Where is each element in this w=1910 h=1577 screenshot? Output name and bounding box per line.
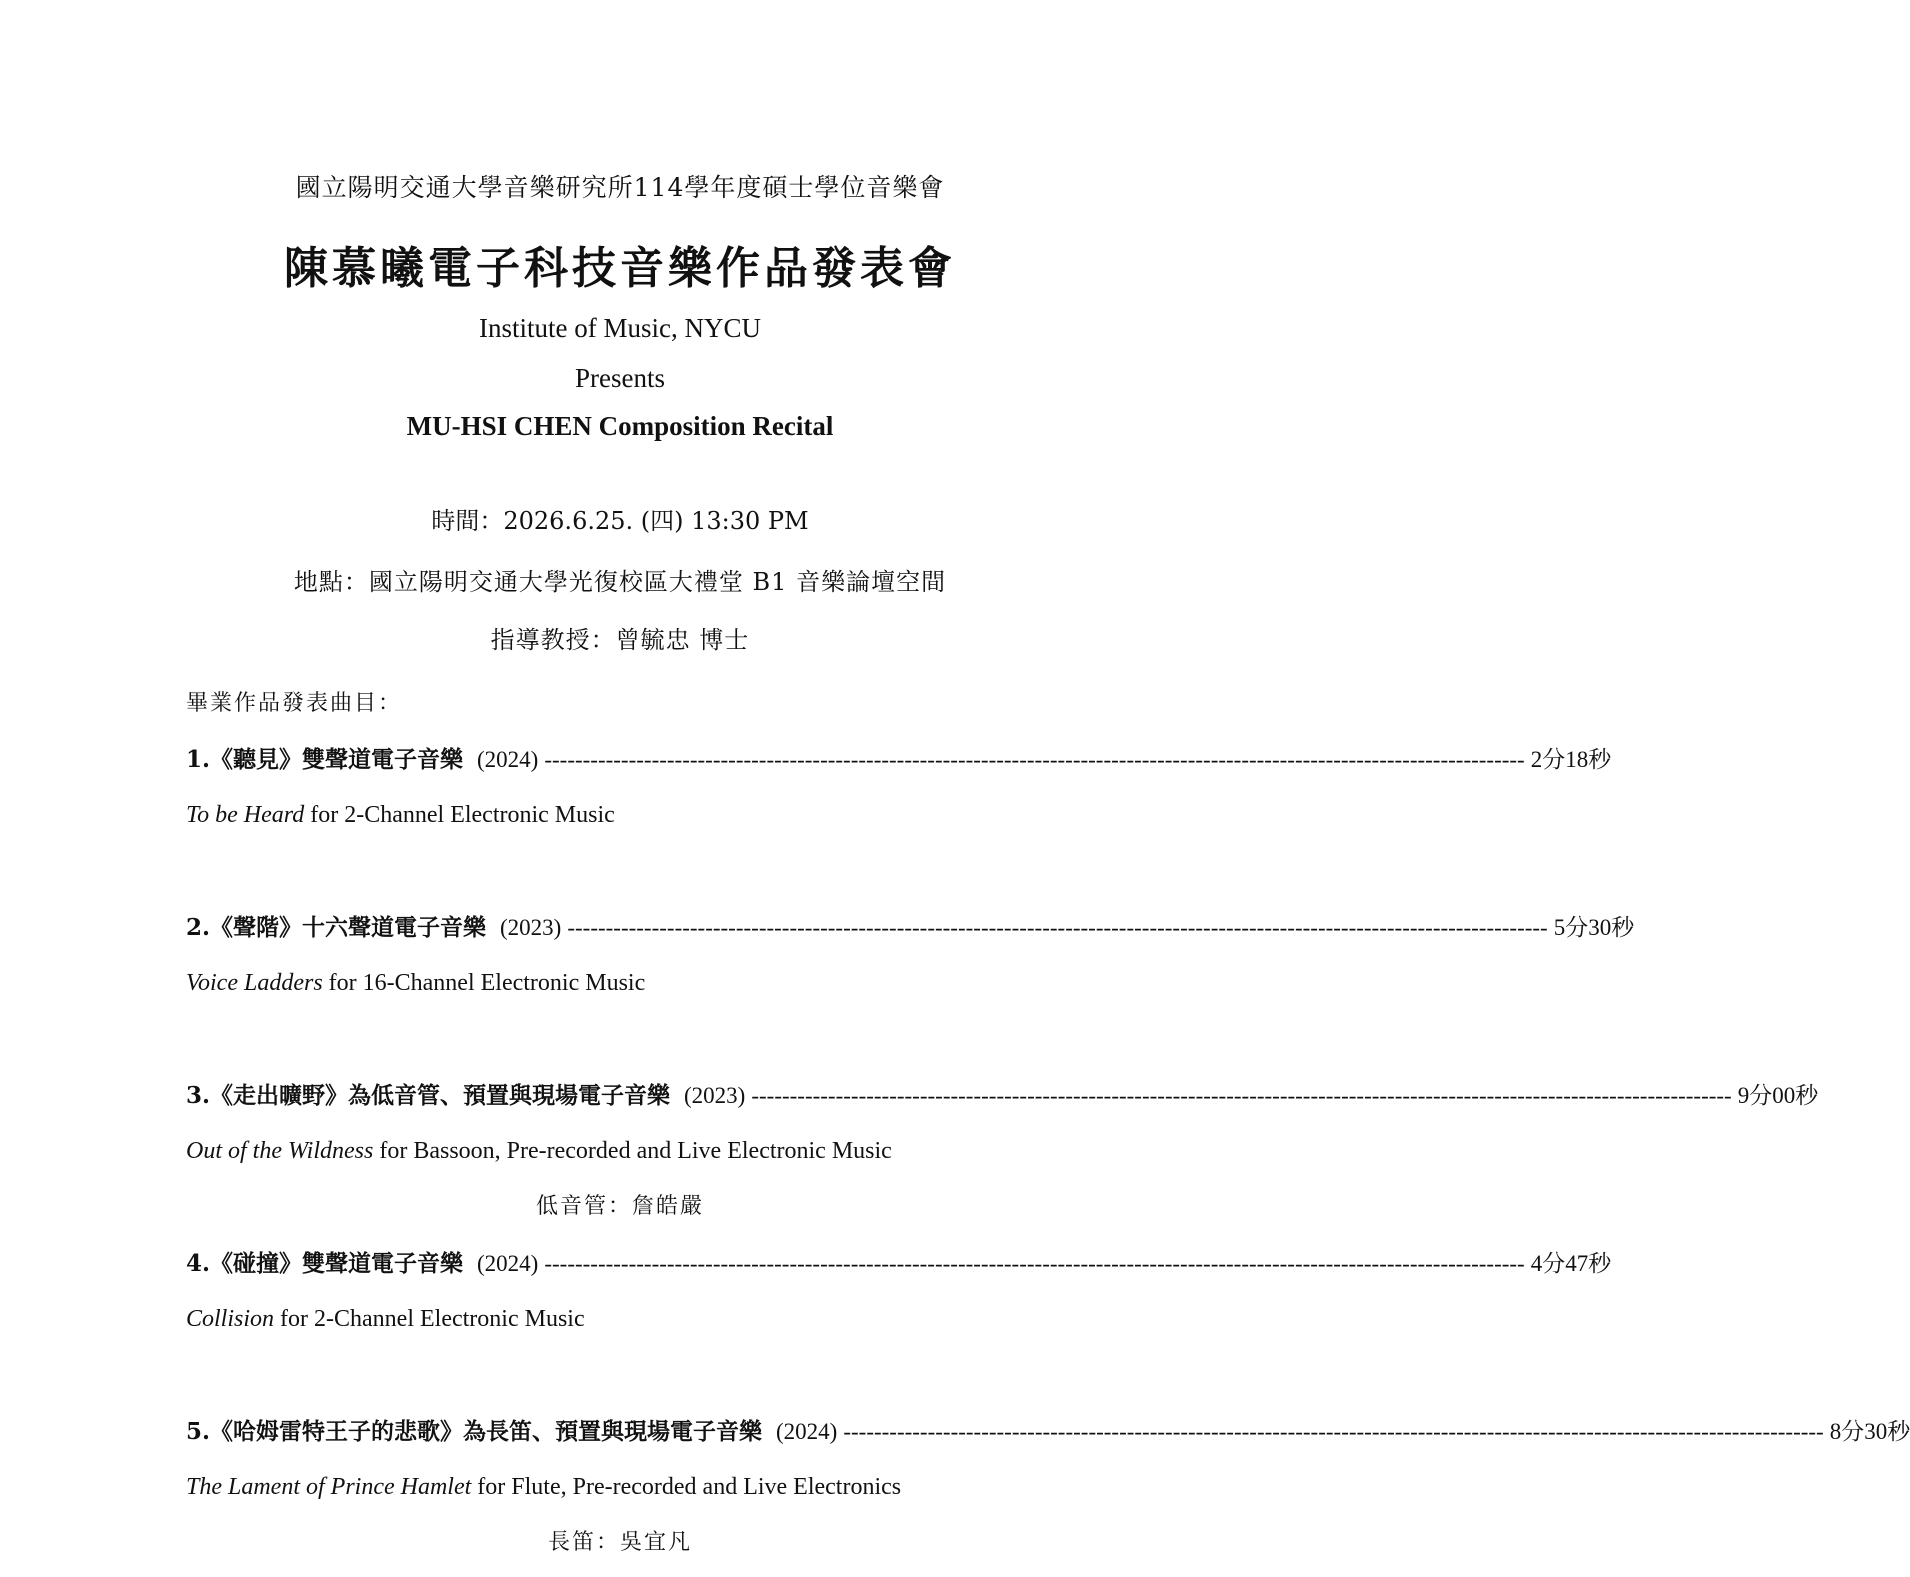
dotted-leader: -------------------------------------------------------------------------------------------------------------------------------- bbox=[751, 1083, 1732, 1108]
program-item bbox=[186, 909, 1635, 997]
work-title: 1.《聽見》雙聲道電子音樂 bbox=[186, 746, 464, 773]
program-heading: 畢業作品發表曲目： bbox=[186, 691, 403, 716]
work-english-title: To be Heard bbox=[186, 802, 305, 828]
work-english-line bbox=[186, 802, 1042, 829]
work-year: (2024) bbox=[776, 1419, 838, 1444]
program-item-line bbox=[186, 1413, 1910, 1446]
work-duration: 4分47秒 bbox=[1530, 1251, 1612, 1276]
program-item-line bbox=[186, 741, 1612, 774]
work-title: 2.《聲階》十六聲道電子音樂 bbox=[186, 914, 487, 941]
program-item-line bbox=[186, 1245, 1612, 1278]
work-english-description: for 2-Channel Electronic Music bbox=[304, 802, 615, 828]
work-english-description: for Flute, Pre-recorded and Live Electronics bbox=[471, 1474, 902, 1500]
performer-flute: 長笛：吳宜凡 bbox=[547, 1530, 692, 1555]
program-item-line bbox=[186, 909, 1635, 942]
presents-line: Presents bbox=[575, 363, 665, 393]
dotted-leader: -------------------------------------------------------------------------------------------------------------------------------- bbox=[544, 1251, 1525, 1276]
work-english-description: for 2-Channel Electronic Music bbox=[274, 1306, 585, 1332]
work-english-line bbox=[186, 970, 1042, 997]
concert-subtitle: 國立陽明交通大學音樂研究所114學年度碩士學位音樂會 bbox=[295, 173, 945, 202]
work-english-line bbox=[186, 1306, 1042, 1333]
work-year: (2023) bbox=[684, 1083, 746, 1108]
program-item bbox=[186, 1077, 1819, 1165]
concert-venue: 地點：國立陽明交通大學光復校區大禮堂 B1 音樂論壇空間 bbox=[293, 568, 947, 596]
dotted-leader: -------------------------------------------------------------------------------------------------------------------------------- bbox=[843, 1419, 1824, 1444]
work-title: 4.《碰撞》雙聲道電子音樂 bbox=[186, 1250, 464, 1277]
work-english-title: Out of the Wildness bbox=[186, 1138, 374, 1164]
work-english-line bbox=[186, 1138, 1042, 1165]
work-duration: 8分30秒 bbox=[1829, 1419, 1910, 1444]
program-item bbox=[186, 1245, 1612, 1333]
concert-time: 時間：2026.6.25. (四) 13:30 PM bbox=[431, 507, 809, 535]
work-year: (2024) bbox=[477, 747, 539, 772]
program-item bbox=[186, 1413, 1910, 1501]
work-english-description: for Bassoon, Pre-recorded and Live Electronic Music bbox=[373, 1138, 892, 1164]
dotted-leader: -------------------------------------------------------------------------------------------------------------------------------- bbox=[567, 915, 1548, 940]
work-title: 3.《走出曠野》為低音管、預置與現場電子音樂 bbox=[186, 1082, 671, 1109]
work-title: 5.《哈姆雷特王子的悲歌》為長笛、預置與現場電子音樂 bbox=[186, 1418, 763, 1445]
program-item-line bbox=[186, 1077, 1819, 1110]
work-year: (2023) bbox=[500, 915, 562, 940]
work-year: (2024) bbox=[477, 1251, 539, 1276]
work-duration: 5分30秒 bbox=[1553, 915, 1635, 940]
work-english-description: for 16-Channel Electronic Music bbox=[322, 970, 646, 996]
english-recital-title: MU-HSI CHEN Composition Recital bbox=[406, 411, 834, 441]
work-english-title: Voice Ladders bbox=[186, 970, 323, 996]
work-english-title: Collision bbox=[186, 1306, 275, 1332]
program-item bbox=[186, 741, 1612, 829]
work-english-title: The Lament of Prince Hamlet bbox=[186, 1474, 472, 1500]
institute-line: Institute of Music, NYCU bbox=[479, 313, 761, 343]
work-duration: 9分00秒 bbox=[1737, 1083, 1819, 1108]
performer-bassoon: 低音管：詹皓嚴 bbox=[535, 1194, 704, 1219]
dotted-leader: -------------------------------------------------------------------------------------------------------------------------------- bbox=[544, 747, 1525, 772]
work-duration: 2分18秒 bbox=[1530, 747, 1612, 772]
work-english-line bbox=[186, 1474, 1042, 1501]
advisor-line: 指導教授：曾毓忠 博士 bbox=[490, 626, 750, 654]
recital-title: 陳慕曦電子科技音樂作品發表會 bbox=[284, 243, 956, 294]
